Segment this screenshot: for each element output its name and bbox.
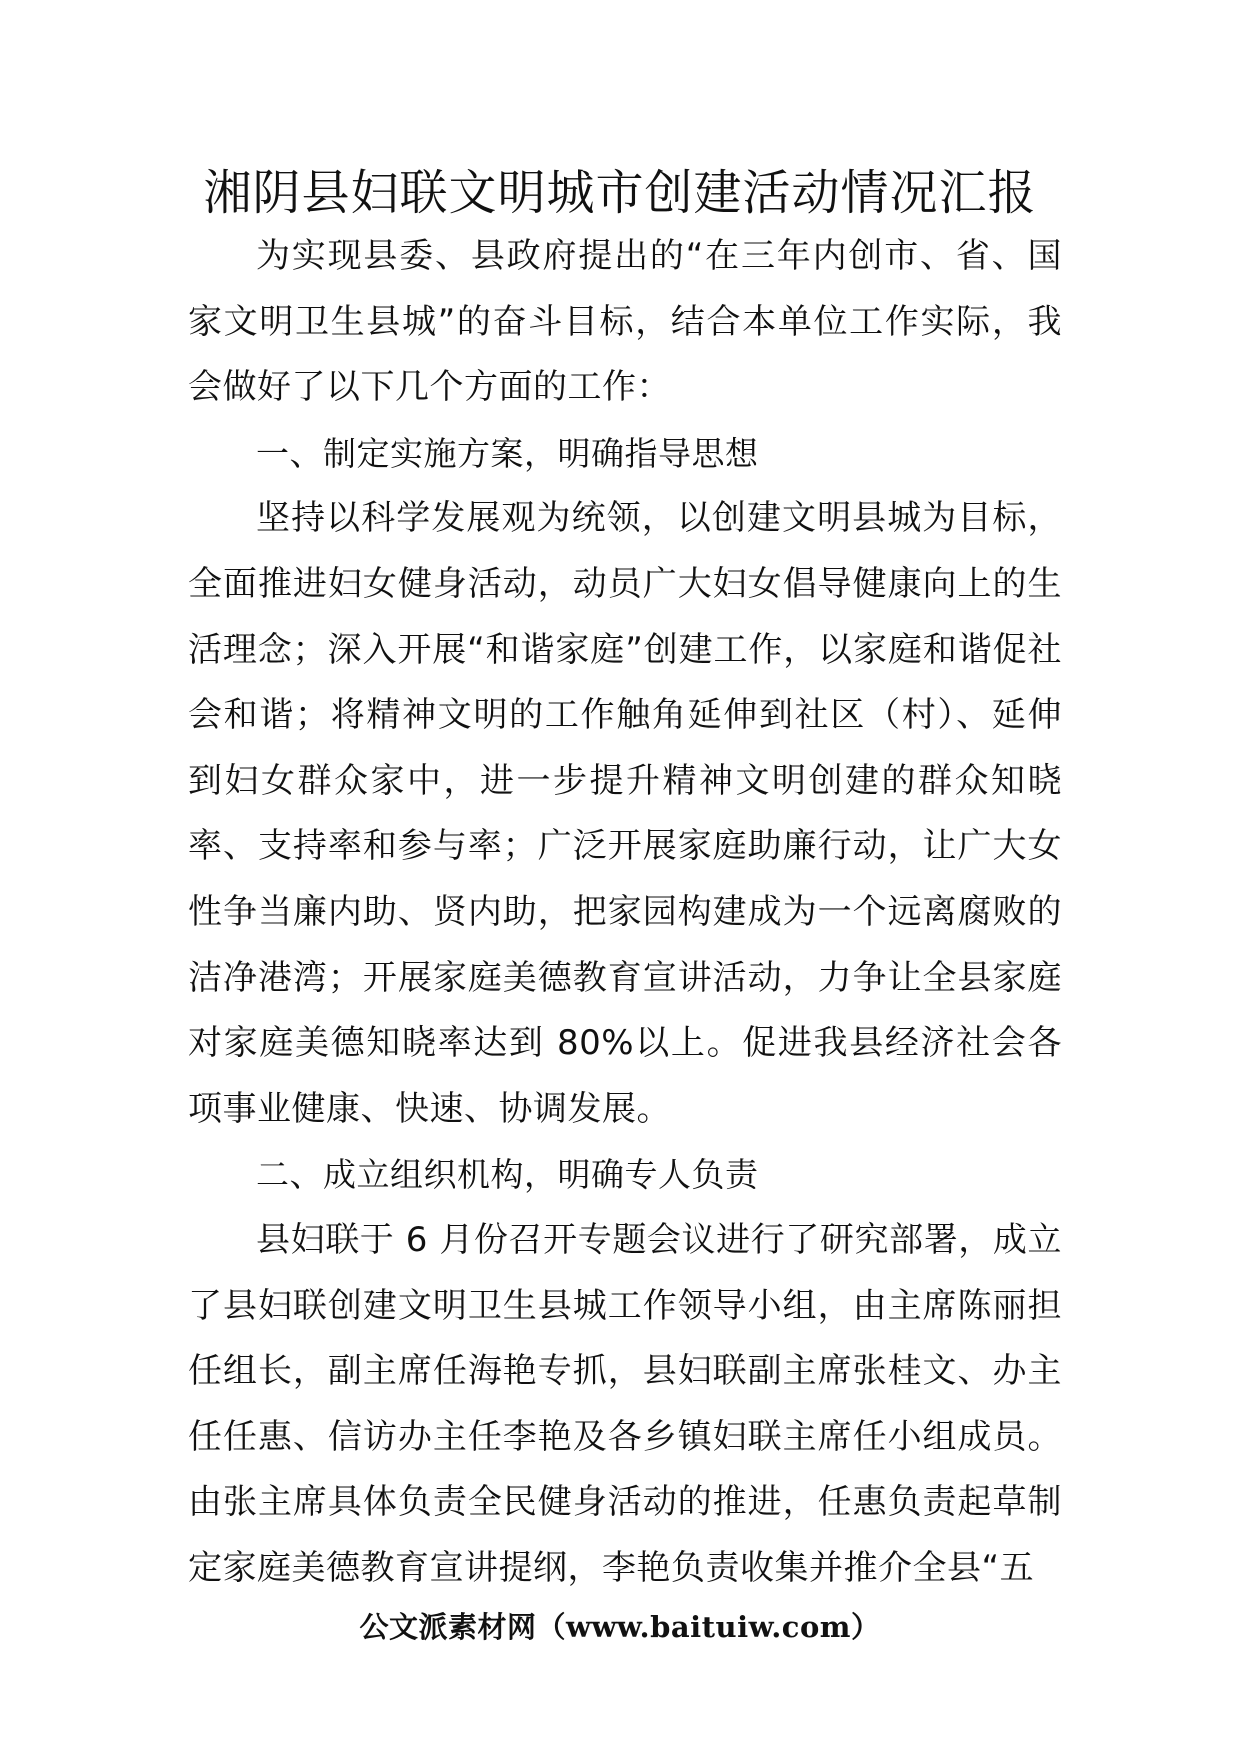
- section-2-paragraph: 县妇联于 6 月份召开专题会议进行了研究部署，成立了县妇联创建文明卫生县城工作领导小组，由主席陈丽担任组长，副主席任海艳专抓，县妇联副主席张桂文、办主任任惠、信访办主任李艳及各乡镇妇联主席任小组成员。由张主席具体负责全民健身活动的推进，任惠负责起草制定家庭美德教育宣讲提纲，李艳负责收集并推介全县“五: [188, 1219, 1062, 1588]
- document-body: [188, 224, 1062, 1601]
- section-1-paragraph: 坚持以科学发展观为统领，以创建文明县城为目标，全面推进妇女健身活动，动员广大妇女倡导健康向上的生活理念；深入开展“和谐家庭”创建工作，以家庭和谐促社会和谐；将精神文明的工作触角延伸到社区（村）、延伸到妇女群众家中，进一步提升精神文明创建的群众知晓率、支持率和参与率；广泛开展家庭助廉行动，让广大女性争当廉内助、贤内助，把家园构建成为一个远离腐败的洁净港湾；开展家庭美德教育宣讲活动，力争让全县家庭对家庭美德知晓率达到 80%以上。促进我县经济社会各项事业健康、快速、协调发展。: [188, 498, 1062, 1129]
- section-heading-1: 一、制定实施方案，明确指导思想: [256, 433, 759, 473]
- intro-paragraph: 为实现县委、县政府提出的“在三年内创市、省、国家文明卫生县城”的奋斗目标，结合本单位工作实际，我会做好了以下几个方面的工作：: [188, 236, 1062, 408]
- section-heading-2: 二、成立组织机构，明确专人负责: [256, 1155, 759, 1195]
- document-title: 湘阴县妇联文明城市创建活动情况汇报: [203, 165, 1037, 221]
- watermark-footer: 公文派素材网（www.baituiw.com）: [359, 1610, 881, 1644]
